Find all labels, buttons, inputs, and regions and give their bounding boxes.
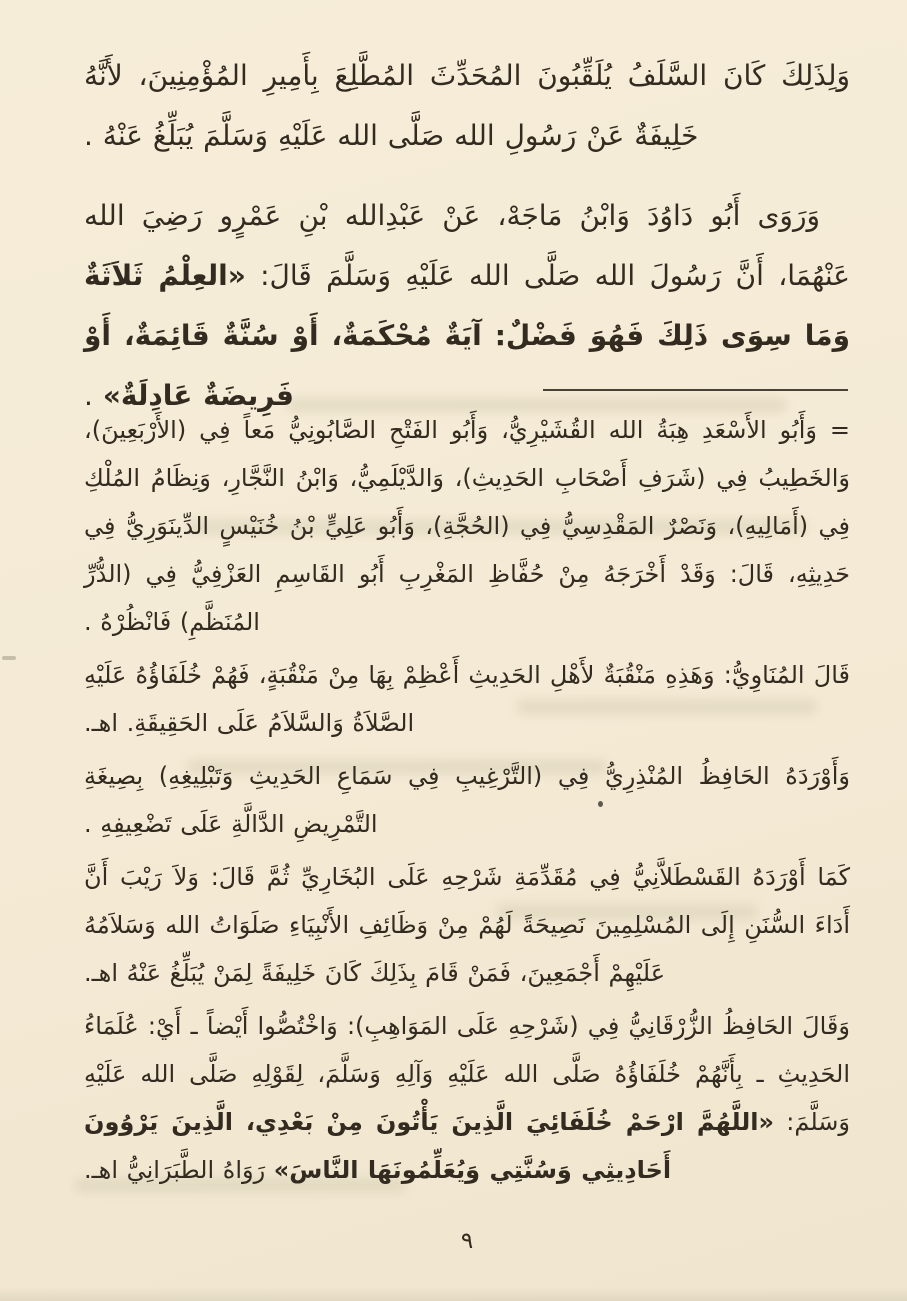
body-text: وَأَوْرَدَهُ الحَافِظُ المُنْذِرِيُّ فِي (التَّرْغِيبِ فِي سَمَاعِ الحَدِيثِ وَتَبْلِيغِهِ) بِصِيغَةِ التَّمْرِيضِ الدَّالَّةِ عَلَى تَضْعِيفِهِ . [84, 762, 850, 838]
footnote-separator-rule [543, 389, 848, 391]
body-text: قَالَ المُنَاوِيُّ: وَهَذِهِ مَنْقُبَةٌ لأَهْلِ الحَدِيثِ أَعْظِمْ بِهَا مِنْ مَنْقُبَةٍ، فَهُمْ خُلَفَاؤُهُ عَلَيْهِ الصَّلاَةُ وَالسَّلاَمُ عَلَى الحَقِيقَةِ. اهـ. [84, 661, 850, 737]
body-text: وَرَوَى أَبُو دَاوُدَ وَابْنُ مَاجَهْ، عَنْ عَبْدِالله بْنِ عَمْرٍو رَضِيَ الله عَنْهُمَا، أَنَّ رَسُولَ الله صَلَّى الله عَلَيْهِ وَسَلَّمَ قَالَ: [84, 199, 851, 292]
margin-smudge [2, 656, 16, 660]
main-paragraph [84, 46, 850, 166]
stray-ink-dot [598, 801, 603, 807]
footnote-paragraph [84, 651, 850, 747]
hadith-bold-text: «اللَّهُمَّ ارْحَمْ خُلَفَائِيَ الَّذِينَ يَأْتُونَ مِنْ بَعْدِي، الَّذِينَ يَرْوُونَ أَحَادِيثِي وَسُنَّتِي وَيُعَلِّمُونَهَا النَّاسَ» [84, 1108, 775, 1184]
main-text [84, 46, 850, 446]
footnote-paragraph [84, 853, 850, 997]
body-text: وَقَالَ الحَافِظُ الزُّرْقَانِيُّ فِي (شَرْحِهِ عَلَى المَوَاهِبِ): وَاخْتُصُّوا أَيْضاً ـ أَيْ: عُلَمَاءُ الحَدِيثِ ـ بِأَنَّهُمْ خُلَفَاؤُهُ صَلَّى الله عَلَيْهِ وَآلِهِ وَسَلَّمَ، لِقَوْلِهِ صَلَّى الله عَلَيْهِ وَسَلَّمَ: [84, 1012, 850, 1136]
hadith-bold-text: «العِلْمُ ثَلاَثَةٌ وَمَا سِوَى ذَلِكَ فَهُوَ فَضْلٌ: آيَةٌ مُحْكَمَةٌ، أَوْ سُنَّةٌ قَائِمَةٌ، أَوْ فَرِيضَةٌ عَادِلَةٌ» [84, 259, 850, 412]
body-text: . [84, 379, 103, 412]
body-text: وَلِذَلِكَ كَانَ السَّلَفُ يُلَقِّبُونَ المُحَدِّثَ المُطَّلِعَ بِأَمِيرِ المُؤْمِنِينَ، لأَنَّهُ خَلِيفَةٌ عَنْ رَسُولِ الله صَلَّى الله عَلَيْهِ وَسَلَّمَ يُبَلِّغُ عَنْهُ . [84, 59, 850, 152]
body-text: كَمَا أَوْرَدَهُ القَسْطَلاَّنِيُّ فِي مُقَدِّمَةِ شَرْحِهِ عَلَى البُخَارِيِّ ثُمَّ قَالَ: وَلاَ رَيْبَ أَنَّ أَدَاءَ السُّنَنِ إِلَى المُسْلِمِينَ نَصِيحَةً لَهُمْ مِنْ وَظَائِفِ الأَنْبِيَاءِ صَلَوَاتُ الله وَسَلاَمُهُ عَلَيْهِمْ أَجْمَعِينَ، فَمَنْ قَامَ بِذَلِكَ كَانَ خَلِيفَةً لِمَنْ يُبَلِّغُ عَنْهُ اهـ. [84, 863, 850, 987]
footnote-paragraph [84, 752, 850, 848]
body-text: = وَأَبُو الأَسْعَدِ هِبَةُ الله القُشَيْرِيُّ، وَأَبُو الفَتْحِ الصَّابُونِيُّ مَعاً فِي (الأَرْبَعِينَ)، وَالخَطِيبُ فِي (شَرَفِ أَصْحَابِ الحَدِيثِ)، وَالدَّيْلَمِيُّ، وَابْنُ النَّجَّارِ، وَنِظَامُ المُلْكِ فِي (أَمَالِيهِ)، وَنَصْرٌ المَقْدِسِيُّ فِي (الحُجَّةِ)، وَأَبُو عَلِيٍّ بْنُ خُنَيْسٍ الدِّينَوَرِيُّ فِي حَدِيثِهِ، قَالَ: وَقَدْ أَخْرَجَهُ مِنْ حُفَّاظِ المَغْرِبِ أَبُو القَاسِمِ العَزْفِيُّ فِي (الدُّرِّ المُنَظَّمِ) فَانْظُرْهُ . [84, 416, 850, 636]
footnote-text [84, 406, 850, 1199]
body-text: رَوَاهُ الطَّبَرَانِيُّ اهـ. [84, 1156, 274, 1184]
footnote-paragraph [84, 1002, 850, 1194]
page-number: ٩ [460, 1228, 474, 1254]
footnote-paragraph [84, 406, 850, 646]
